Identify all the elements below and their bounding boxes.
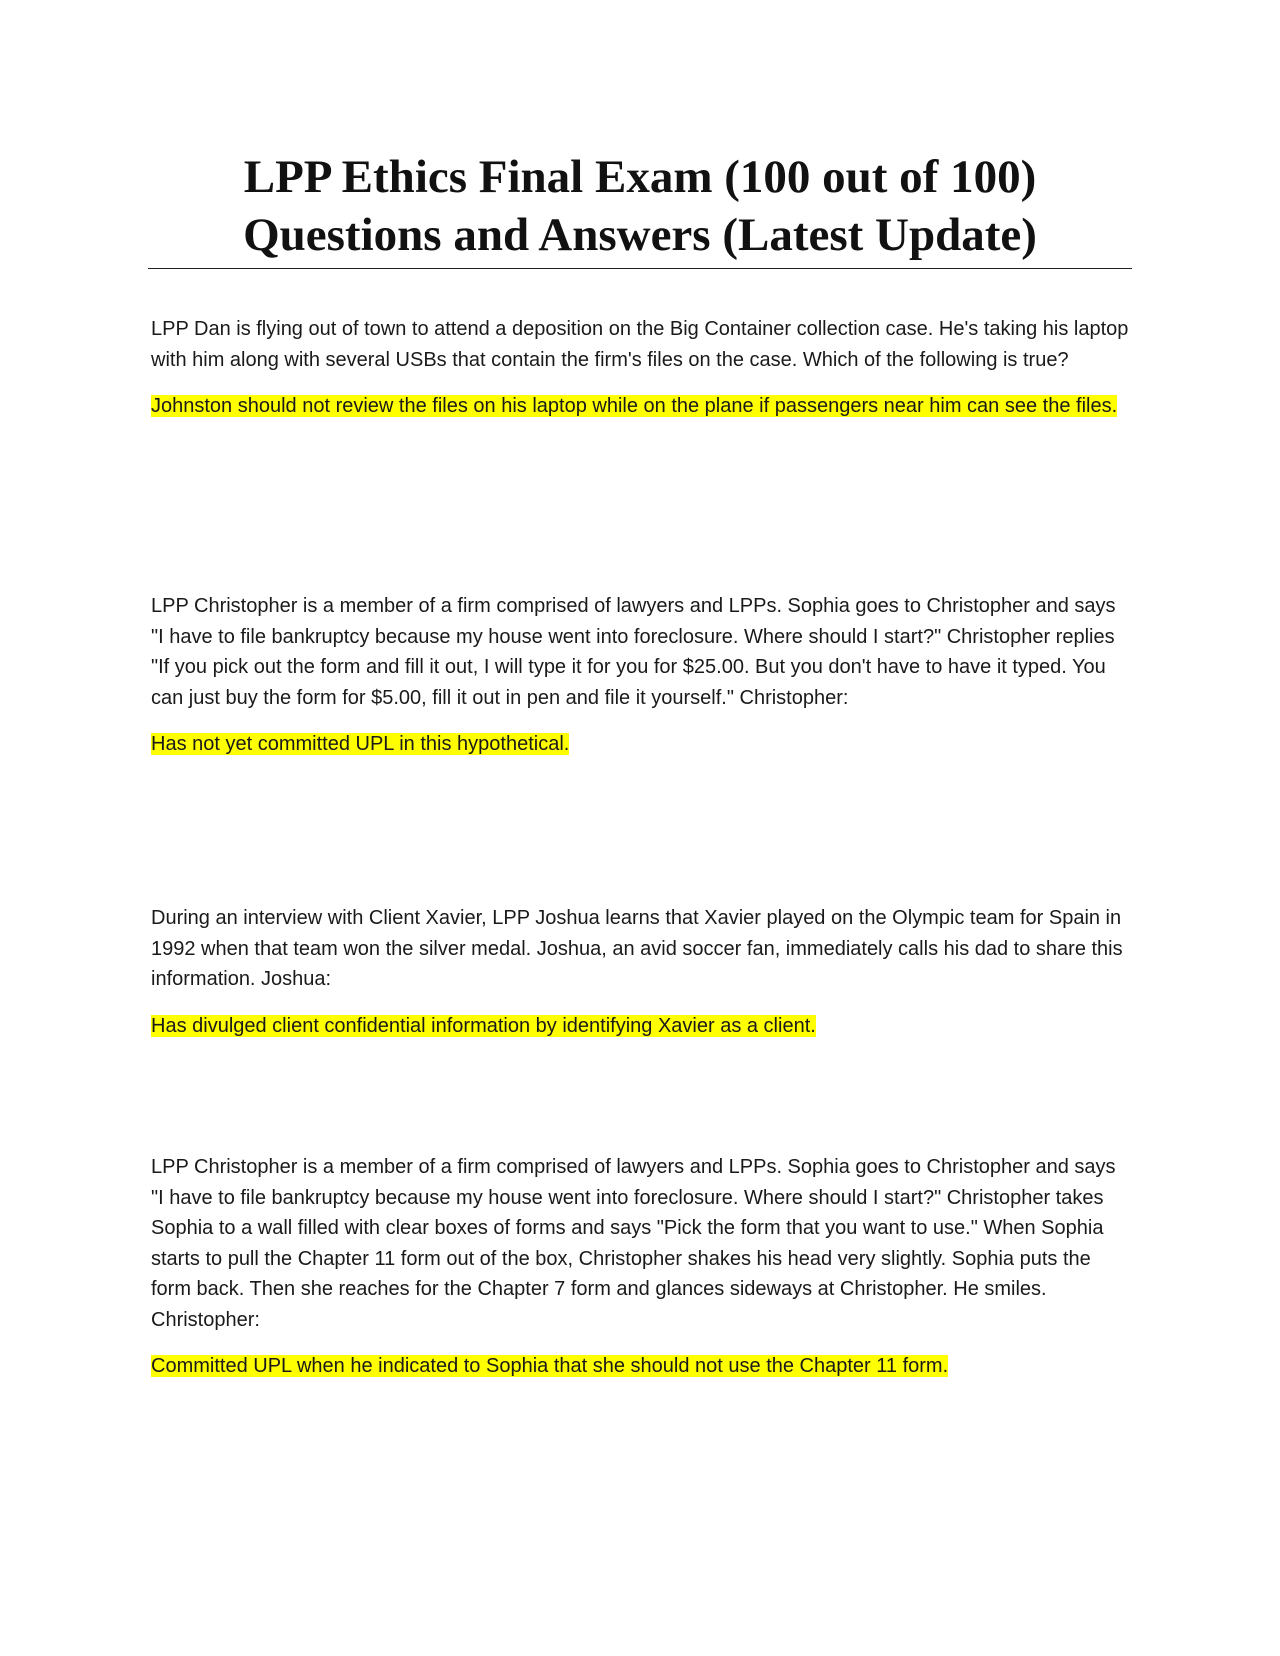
question-text: LPP Dan is flying out of town to attend a deposition on the Big Container collection case. He's taking his laptop with him along with several USBs that contain the firm's files on the case. Which of the following is true?: [151, 318, 1129, 371]
question-text: During an interview with Client Xavier, LPP Joshua learns that Xavier played on the Olympic team for Spain in 1992 when that team won the silver medal. Joshua, an avid soccer fan, immediately calls his dad to share this information. Joshua:: [151, 907, 1123, 990]
answer-text: [151, 729, 1131, 760]
answer-text: [151, 1351, 1131, 1382]
answer-highlight: Johnston should not review the files on his laptop while on the plane if passengers near him can see the files.: [151, 395, 1118, 417]
answer-highlight: Has not yet committed UPL in this hypothetical.: [151, 733, 570, 755]
answer-highlight: Committed UPL when he indicated to Sophia that she should not use the Chapter 11 form.: [151, 1355, 949, 1377]
answer-highlight: Has divulged client confidential information by identifying Xavier as a client.: [151, 1014, 816, 1037]
question-text: LPP Christopher is a member of a firm comprised of lawyers and LPPs. Sophia goes to Christopher and says "I have to file bankruptcy because my house went into foreclosure. Where should I start?" Christopher takes Sophia to a wall filled with clear boxes of forms and says "Pick the form that you want to use." When Sophia starts to pull the Chapter 11 form out of the box, Christopher shakes his head very slightly. Sophia puts the form back. Then she reaches for the Chapter 7 form and glances sideways at Christopher. He smiles. Christopher:: [151, 1156, 1116, 1331]
qa-item-2: [151, 591, 1131, 760]
qa-item-4: [151, 1152, 1131, 1382]
document-title: [148, 148, 1132, 269]
answer-text: [151, 1011, 1131, 1042]
qa-item-1: [151, 314, 1131, 422]
question-text: LPP Christopher is a member of a firm comprised of lawyers and LPPs. Sophia goes to Christopher and says "I have to file bankruptcy because my house went into foreclosure. Where should I start?" Christopher replies "If you pick out the form and fill it out, I will type it for you for $25.00. But you don't have to have it typed. You can just buy the form for $5.00, fill it out in pen and file it yourself." Christopher:: [151, 595, 1116, 709]
answer-text: [151, 391, 1131, 422]
qa-item-3: [151, 903, 1131, 1041]
title-line-1: LPP Ethics Final Exam (100 out of 100): [243, 151, 1037, 203]
title-line-2: Questions and Answers (Latest Update): [243, 209, 1037, 261]
